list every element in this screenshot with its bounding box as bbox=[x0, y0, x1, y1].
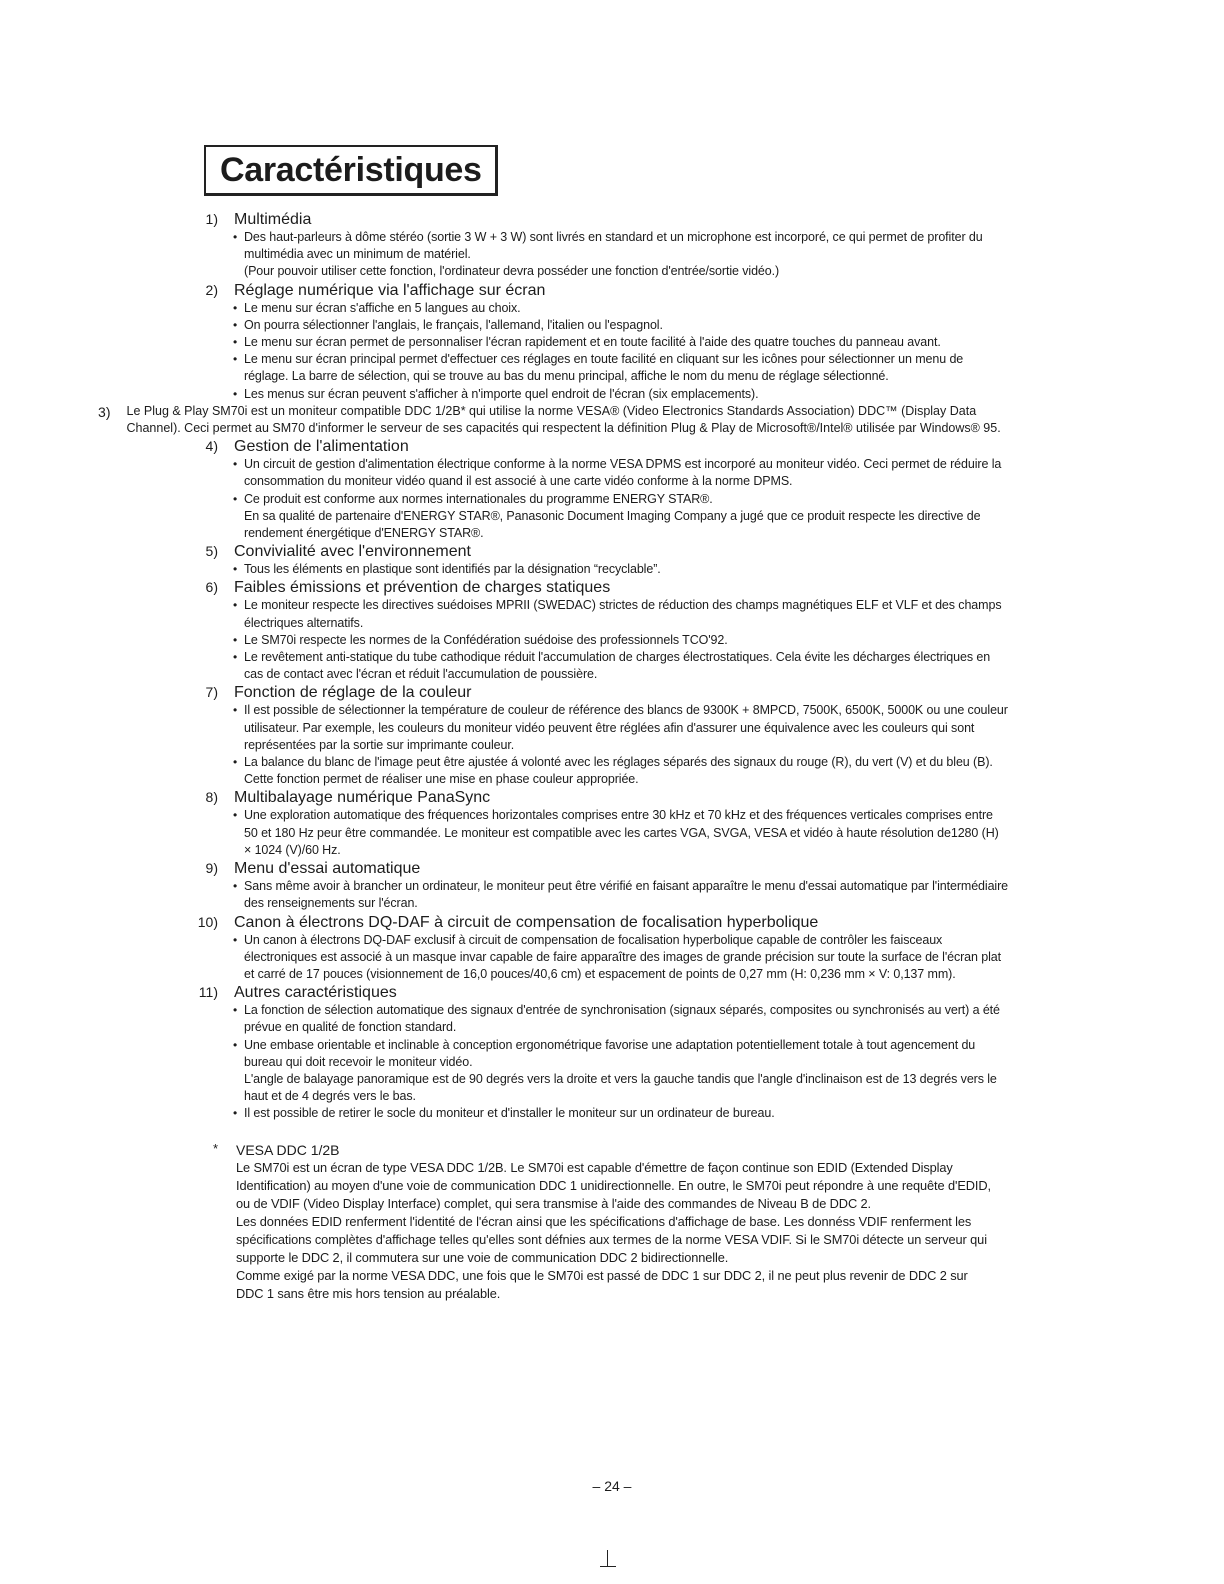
feature-section bbox=[0, 210, 1224, 281]
bullet-text: Il est possible de sélectionner la température de couleur de référence des blancs de 9300K + 8MPCD, 7500K, 6500K, 5000K ou une couleur utilisateur. Par exemple, les couleurs du moniteur vidéo peuvent être réglées afin d'assurer une équivalence avec les couleurs qui sont représentées par la sortie sur imprimante couleur. bbox=[244, 703, 1008, 752]
section-number: 5) bbox=[205, 543, 218, 560]
bullet-item bbox=[233, 632, 1009, 649]
section-heading bbox=[0, 210, 1224, 229]
feature-section bbox=[0, 542, 1224, 578]
bullet-item bbox=[233, 597, 1009, 631]
bullet-text: On pourra sélectionner l'anglais, le français, l'allemand, l'italien ou l'espagnol. bbox=[244, 317, 663, 332]
section-heading bbox=[0, 542, 1224, 561]
bullet-item bbox=[233, 702, 1009, 754]
bullet-item bbox=[233, 229, 1009, 281]
feature-list bbox=[0, 210, 1224, 1303]
section-title: Gestion de l'alimentation bbox=[234, 438, 409, 456]
bullet-dot-icon: • bbox=[233, 1106, 238, 1121]
section-title: Multibalayage numérique PanaSync bbox=[234, 789, 491, 807]
section-title: Le Plug & Play SM70i est un moniteur compatible DDC 1/2B* qui utilise la norme VESA® (Video Electronics Standards Association) DDC™ (Display Data Channel). Ceci permet au SM70 d'informer le serveur de ses capacités qui respectent la définition Plug & Play de Microsoft®/Intel® utilisée par Windows® 95. bbox=[126, 403, 1001, 436]
section-heading bbox=[0, 281, 1224, 300]
bullet-dot-icon: • bbox=[233, 932, 238, 947]
feature-section bbox=[0, 437, 1224, 542]
bullet-text: En sa qualité de partenaire d'ENERGY STAR®, Panasonic Document Imaging Company a jugé que ce produit respecte les directive de rendement énergétique d'ENERGY STAR®. bbox=[244, 508, 981, 541]
section-title: Réglage numérique via l'affichage sur écran bbox=[234, 281, 546, 299]
bullet-dot-icon: • bbox=[233, 317, 238, 332]
bullet-dot-icon: • bbox=[233, 230, 238, 244]
section-number: 3) bbox=[98, 403, 111, 420]
section-heading bbox=[0, 437, 1224, 456]
bullet-item bbox=[233, 317, 1009, 334]
title-box bbox=[204, 145, 498, 196]
bullet-item bbox=[233, 754, 1009, 788]
crop-mark-icon bbox=[600, 1550, 616, 1570]
bullet-item bbox=[233, 932, 1009, 984]
bullet-text: Le moniteur respecte les directives suédoises MPRII (SWEDAC) strictes de réduction des champs magnétiques ELF et VLF et des champs électriques alternatifs. bbox=[244, 598, 1002, 630]
bullet-dot-icon: • bbox=[233, 703, 238, 718]
section-number: 11) bbox=[198, 984, 218, 1001]
bullet-text: Le menu sur écran s'affiche en 5 langues au choix. bbox=[244, 300, 521, 315]
section-number: 4) bbox=[205, 438, 218, 455]
bullet-text: Ce produit est conforme aux normes internationales du programme ENERGY STAR®. bbox=[244, 491, 713, 506]
bullet-dot-icon: • bbox=[233, 457, 238, 472]
section-heading bbox=[0, 983, 1224, 1002]
bullet-item bbox=[233, 649, 1009, 683]
section-number: 7) bbox=[205, 684, 218, 701]
bullet-text: Le menu sur écran permet de personnaliser l'écran rapidement et en toute facilité à l'aide des quatre touches du panneau avant. bbox=[244, 335, 941, 350]
footnote bbox=[0, 1141, 1224, 1303]
feature-section bbox=[0, 403, 1224, 437]
feature-section bbox=[0, 859, 1224, 912]
bullet-dot-icon: • bbox=[233, 879, 238, 894]
section-heading bbox=[0, 683, 1224, 702]
footnote-title: VESA DDC 1/2B bbox=[236, 1141, 340, 1158]
bullet-item bbox=[233, 300, 1009, 317]
section-title: Fonction de réglage de la couleur bbox=[234, 684, 472, 702]
feature-section bbox=[0, 788, 1224, 859]
section-title: Convivialité avec l'environnement bbox=[234, 543, 471, 561]
feature-section bbox=[0, 983, 1224, 1122]
bullet-text: (Pour pouvoir utiliser cette fonction, l'ordinateur devra posséder une fonction d'entrée/sortie vidéo.) bbox=[244, 264, 780, 279]
page-number: – 24 – bbox=[592, 1478, 632, 1494]
bullet-text: Un canon à électrons DQ-DAF exclusif à circuit de compensation de focalisation hyperbolique capable de contrôler les faisceaux électroniques est associé à un masque invar capable de faire apparaître des images de grande précision sur toute la surface de l'écran plat et carré de 17 pouces (visionnement de 16,0 pouces/40,6 cm) et espacement de points de 0,27 mm (H: 0,236 mm × V: 0,137 mm). bbox=[244, 932, 1001, 981]
bullet-dot-icon: • bbox=[233, 1003, 238, 1018]
section-heading bbox=[0, 788, 1224, 807]
footnote-paragraph: Les données EDID renferment l'identité de l'écran ainsi que les spécifications d'affichage de base. Les donnéss VDIF renferment les spécifications complètes d'affichage telles qu'elles sont défnies aux termes de la norme VESA VDIF. Si le SM70i détecte un serveur qui supporte le DDC 2, il commutera sur une voie de communication DDC 2 bidirectionnelle. bbox=[236, 1213, 987, 1265]
bullet-item bbox=[233, 1037, 1009, 1106]
section-number: 8) bbox=[205, 789, 218, 806]
section-number: 6) bbox=[205, 579, 218, 596]
bullet-text: Il est possible de retirer le socle du moniteur et d'installer le moniteur sur un ordinateur de bureau. bbox=[244, 1106, 775, 1121]
bullet-item bbox=[233, 386, 1009, 403]
section-title: Menu d'essai automatique bbox=[234, 860, 421, 878]
bullet-text: La fonction de sélection automatique des signaux d'entrée de synchronisation (signaux séparés, composites ou synchronisés au vert) a été prévue en qualité de fonction standard. bbox=[244, 1003, 1000, 1035]
bullet-text: Le menu sur écran principal permet d'effectuer ces réglages en toute facilité en cliquant sur les icônes pour sélectionner un menu de réglage. La barre de sélection, qui se trouve au bas du menu principal, affiche le nom du menu de réglage sélectionné. bbox=[244, 352, 964, 384]
footnote-paragraph: Comme exigé par la norme VESA DDC, une fois que le SM70i est passé de DDC 1 sur DDC 2, il ne peut plus revenir de DDC 2 sur DDC 1 sans être mis hors tension au préalable. bbox=[236, 1267, 968, 1301]
feature-section bbox=[0, 281, 1224, 403]
bullet-dot-icon: • bbox=[233, 562, 238, 577]
bullet-dot-icon: • bbox=[233, 335, 238, 350]
bullet-item bbox=[233, 561, 1009, 578]
bullet-item bbox=[233, 807, 1009, 859]
bullet-item bbox=[233, 456, 1009, 490]
section-heading bbox=[0, 859, 1224, 878]
section-heading bbox=[0, 913, 1224, 932]
bullet-dot-icon: • bbox=[233, 1037, 238, 1052]
bullet-text: Le revêtement anti-statique du tube cathodique réduit l'accumulation de charges électrostatiques. Cela évite les décharges électriques en cas de contact avec l'écran et réduit l'accumulation de poussière. bbox=[244, 650, 991, 682]
section-title: Autres caractéristiques bbox=[234, 984, 397, 1002]
bullet-dot-icon: • bbox=[233, 808, 238, 823]
footnote-mark: * bbox=[213, 1140, 219, 1156]
page-title: Caractéristiques bbox=[220, 151, 482, 189]
bullet-dot-icon: • bbox=[233, 300, 238, 315]
feature-section bbox=[0, 578, 1224, 683]
bullet-text: Le SM70i respecte les normes de la Confédération suédoise des professionnels TCO'92. bbox=[244, 632, 728, 647]
bullet-dot-icon: • bbox=[233, 386, 238, 401]
bullet-item bbox=[233, 878, 1009, 912]
section-title: Canon à électrons DQ-DAF à circuit de compensation de focalisation hyperbolique bbox=[234, 913, 819, 931]
bullet-dot-icon: • bbox=[233, 632, 238, 647]
bullet-item bbox=[233, 351, 1009, 385]
bullet-item bbox=[233, 334, 1009, 351]
section-number: 2) bbox=[205, 281, 218, 298]
bullet-text: L'angle de balayage panoramique est de 90 degrés vers la droite et vers la gauche tandis que l'angle d'inclinaison est de 13 degrés vers le haut et de 4 degrés vers le bas. bbox=[244, 1071, 997, 1104]
bullet-dot-icon: • bbox=[233, 598, 238, 613]
bullet-text: Un circuit de gestion d'alimentation électrique conforme à la norme VESA DPMS est incorporé au moniteur vidéo. Ceci permet de réduire la consommation du moniteur vidéo quand il est associé à une carte vidéo conforme à la norme DPMS. bbox=[244, 457, 1002, 489]
feature-section bbox=[0, 913, 1224, 984]
bullet-item bbox=[233, 491, 1009, 543]
section-number: 10) bbox=[197, 913, 218, 930]
bullet-item bbox=[233, 1105, 1009, 1122]
bullet-dot-icon: • bbox=[233, 755, 238, 770]
feature-section bbox=[0, 683, 1224, 788]
bullet-text: La balance du blanc de l'image peut être ajustée á volonté avec les réglages séparés des signaux du rouge (R), du vert (V) et du bleu (B). Cette fonction permet de réaliser une mise en phase couleur appropriée. bbox=[244, 755, 993, 787]
section-heading bbox=[0, 403, 1224, 437]
bullet-text: Tous les éléments en plastique sont identifiés par la désignation “recyclable”. bbox=[244, 562, 661, 577]
section-heading bbox=[0, 578, 1224, 597]
bullet-text: Les menus sur écran peuvent s'afficher à n'importe quel endroit de l'écran (six emplacements). bbox=[244, 386, 759, 401]
bullet-dot-icon: • bbox=[233, 491, 238, 506]
bullet-dot-icon: • bbox=[233, 650, 238, 665]
section-title: Faibles émissions et prévention de charges statiques bbox=[234, 579, 611, 597]
bullet-item bbox=[233, 1002, 1009, 1036]
section-title: Multimédia bbox=[234, 211, 312, 228]
footnote-paragraph: Le SM70i est un écran de type VESA DDC 1/2B. Le SM70i est capable d'émettre de façon continue son EDID (Extended Display Identification) au moyen d'une voie de communication DDC 1 unidirectionnelle. En outre, le SM70i peut répondre à une requête d'EDID, ou de VDIF (Video Display Interface) complet, qui sera transmise à l'aide des commandes de Niveau B de DDC 2. bbox=[236, 1159, 991, 1211]
bullet-text: Sans même avoir à brancher un ordinateur, le moniteur peut être vérifié en faisant apparaître le menu d'essai automatique par l'intermédiaire des renseignements sur l'écran. bbox=[244, 879, 1009, 911]
section-number: 9) bbox=[205, 860, 218, 877]
bullet-text: Une embase orientable et inclinable à conception ergonométrique favorise une adaptation potentiellement totale à tout agencement du bureau qui doit recevoir le moniteur vidéo. bbox=[244, 1037, 976, 1069]
bullet-text: Une exploration automatique des fréquences horizontales comprises entre 30 kHz et 70 kHz et des fréquences verticales comprises entre 50 et 180 Hz peur être commandée. Le moniteur est compatible avec les cartes VGA, SVGA, VESA et vidéo à haute résolution de1280 (H) × 1024 (V)/60 Hz. bbox=[244, 808, 999, 857]
bullet-text: Des haut-parleurs à dôme stéréo (sortie 3 W + 3 W) sont livrés en standard et un microphone est incorporé, ce qui permet de profiter du multimédia avec un minimum de matériel. bbox=[244, 230, 983, 262]
section-number: 1) bbox=[205, 211, 218, 227]
bullet-dot-icon: • bbox=[233, 352, 238, 367]
